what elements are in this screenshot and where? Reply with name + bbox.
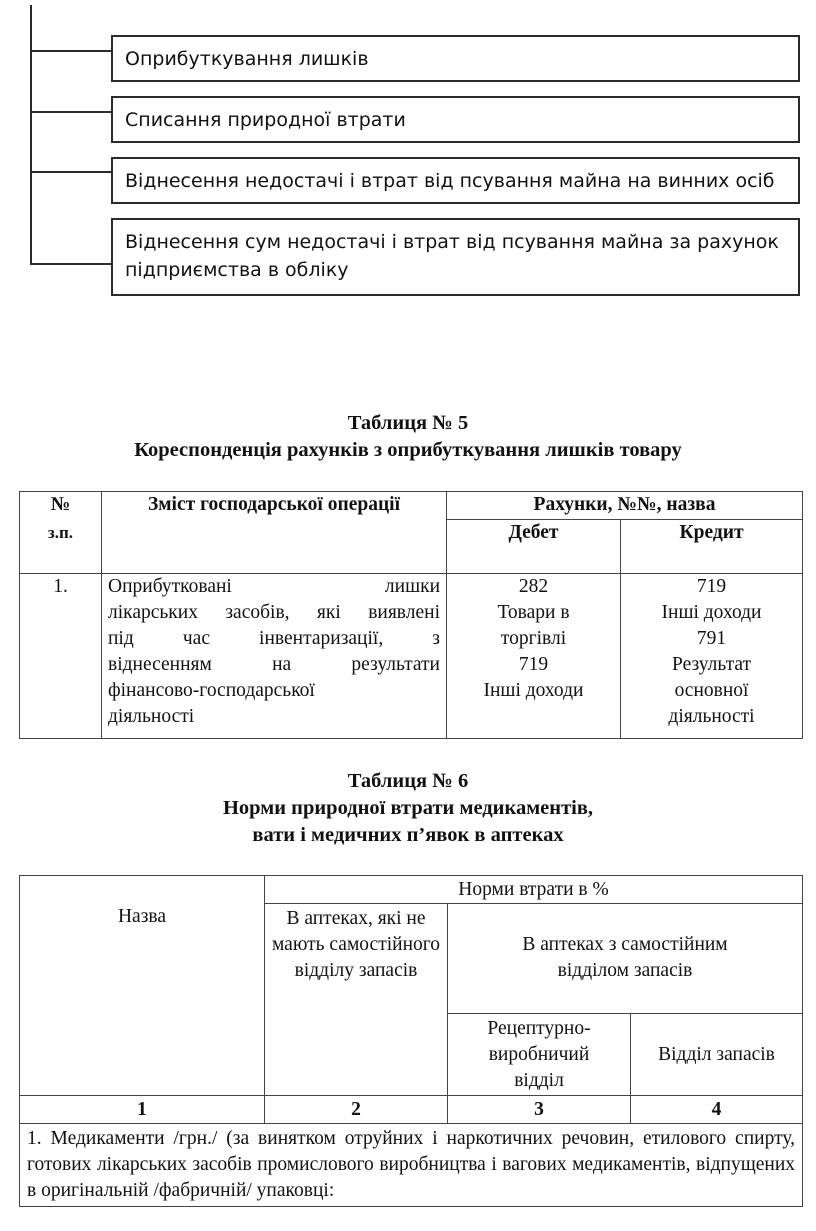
diagram-branch-line bbox=[30, 263, 112, 265]
header-stock-dept: Відділ запасів bbox=[631, 1014, 803, 1096]
column-numbers-row bbox=[20, 1096, 803, 1124]
column-number: 4 bbox=[631, 1096, 803, 1124]
table6-label: Таблиця № 6 bbox=[347, 770, 469, 792]
table-row bbox=[20, 574, 803, 739]
diagram-trunk-line bbox=[30, 5, 32, 265]
diagram-box-guilty-persons bbox=[111, 157, 800, 204]
header-credit: Кредит bbox=[621, 520, 803, 574]
content-line: діяльності bbox=[108, 706, 195, 727]
diagram-box-text: Віднесення недостачі і втрат від псування майна на винних осіб bbox=[125, 170, 775, 192]
header-name: Назва bbox=[20, 876, 265, 1096]
debit-account-name: Товари в bbox=[497, 602, 570, 623]
diagram-box-text: Віднесення сум недостачі і втрат від псування майна за рахунок підприємства в обліку bbox=[125, 231, 779, 281]
diagram-box-natural-loss bbox=[111, 96, 800, 143]
content-line: фінансово-господарської bbox=[108, 680, 315, 701]
debit-account-name: торгівлі bbox=[500, 628, 567, 649]
header-number bbox=[20, 492, 102, 574]
credit-account-name: Результат bbox=[672, 654, 751, 675]
debit-account-number: 282 bbox=[518, 576, 549, 597]
table5-title: Кореспонденція рахунків з оприбуткування лишків товару bbox=[134, 439, 682, 461]
table6-title-line1: Норми природної втрати медикаментів, bbox=[222, 797, 594, 819]
diagram-box-surplus bbox=[111, 35, 800, 82]
debit-account-name: Інші доходи bbox=[483, 680, 584, 701]
row-number: 1. bbox=[20, 574, 102, 739]
content-line: Оприбутковані лишки bbox=[108, 576, 440, 597]
credit-account-number: 791 bbox=[696, 628, 727, 649]
content-line: під час інвентаризації, з bbox=[108, 628, 440, 649]
column-number: 3 bbox=[448, 1096, 631, 1124]
header-accounts: Рахунки, №№, назва bbox=[447, 492, 803, 520]
diagram-box-text: Оприбуткування лишків bbox=[125, 48, 369, 70]
content-line: лікарських засобів, які виявлені bbox=[108, 602, 440, 623]
credit-account-name: основної bbox=[674, 680, 749, 701]
debit-account-number: 719 bbox=[518, 654, 549, 675]
header-pharmacies-without-stock-dept: В аптеках, які не мають самостійного відділу запасів bbox=[265, 904, 448, 1096]
row-debit bbox=[447, 574, 621, 739]
table-row bbox=[20, 1124, 803, 1207]
header-content: Зміст господарської операції bbox=[102, 492, 447, 574]
diagram-branch-line bbox=[30, 171, 112, 173]
content-line: віднесенням на результати bbox=[108, 654, 440, 675]
header-debit: Дебет bbox=[447, 520, 621, 574]
diagram-branch-line bbox=[30, 111, 112, 113]
table5-label: Таблиця № 5 bbox=[347, 412, 469, 434]
diagram-branch-line bbox=[30, 50, 112, 52]
credit-account-number: 719 bbox=[696, 576, 727, 597]
column-number: 2 bbox=[265, 1096, 448, 1124]
table6-title-line2: вати і медичних п’явок в аптеках bbox=[252, 824, 564, 846]
row-content bbox=[102, 574, 447, 739]
credit-account-name: діяльності bbox=[668, 706, 755, 727]
header-loss-norms: Норми втрати в % bbox=[265, 876, 803, 904]
diagram-box-text: Списання природної втрати bbox=[125, 109, 406, 131]
header-number-abbr: з.п. bbox=[47, 523, 74, 542]
header-number-sign: № bbox=[50, 494, 71, 515]
table6-natural-loss-norms bbox=[19, 875, 803, 1207]
medicines-description: 1. Медикаменти /грн./ (за винятком отруйних і наркотичних речовин, етилового спирту, готових лікарських засобів промислового виробництва і вагових медикаментів, відпущених в оригінальній /фабричній/ упаковці: bbox=[20, 1124, 803, 1207]
table5-accounts-correspondence bbox=[19, 491, 803, 739]
header-pharmacies-with-stock-dept: В аптеках з самостійним відділом запасів bbox=[448, 904, 803, 1014]
header-prescription-dept: Рецептурно-виробничий відділ bbox=[448, 1014, 631, 1096]
column-number: 1 bbox=[20, 1096, 265, 1124]
diagram-box-enterprise-expense bbox=[111, 218, 800, 296]
row-credit bbox=[621, 574, 803, 739]
credit-account-name: Інші доходи bbox=[661, 602, 762, 623]
